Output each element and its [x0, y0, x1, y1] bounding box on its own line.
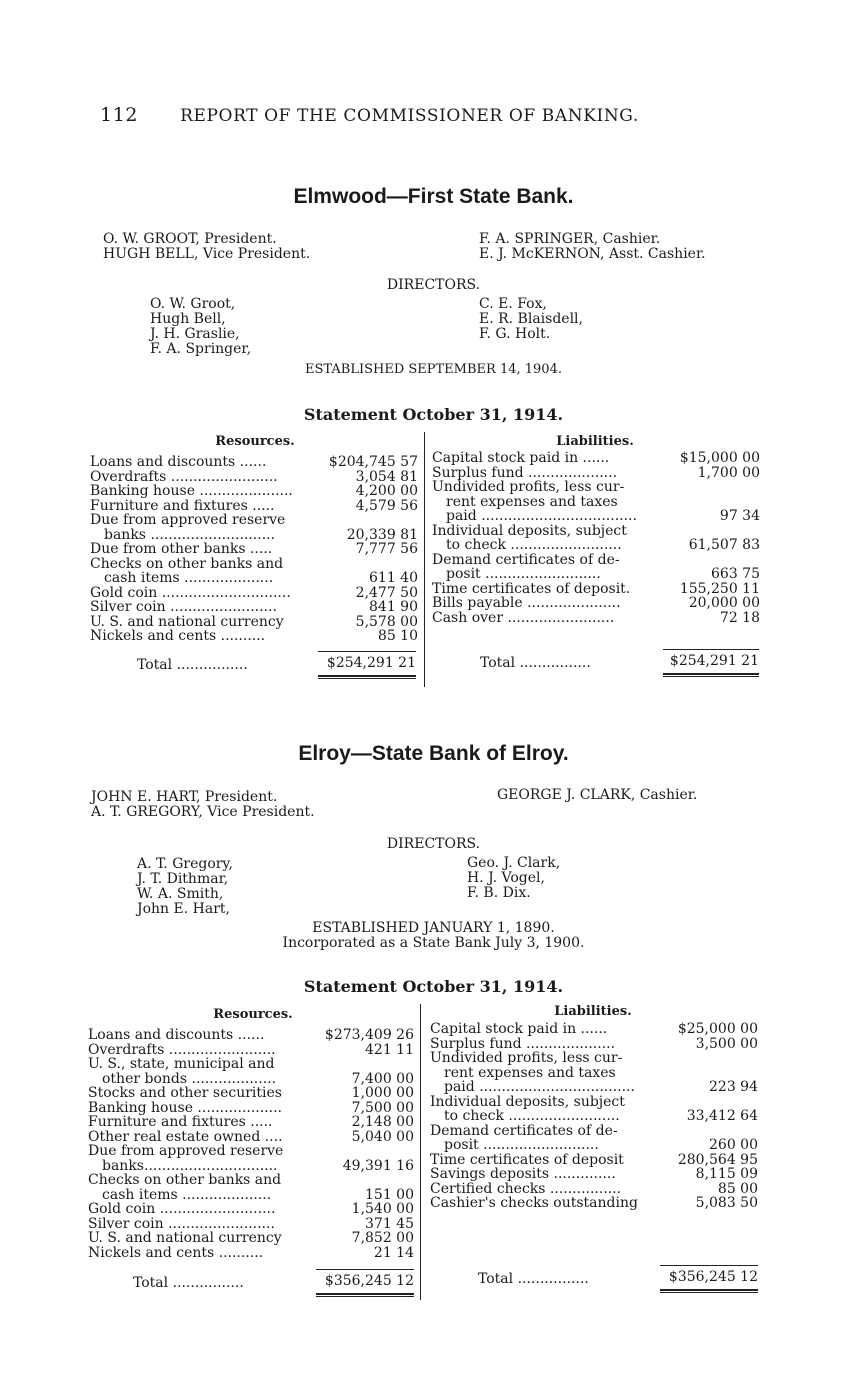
- director: F. G. Holt.: [479, 326, 551, 342]
- ledger-label: Due from approved reserve: [88, 1144, 284, 1159]
- ledger-amount: 611 40: [369, 570, 418, 586]
- officer: F. A. SPRINGER, Cashier.: [479, 231, 661, 247]
- directors-right: [467, 856, 560, 901]
- ledger-row: [90, 528, 418, 543]
- ledger-amount: 5,040 00: [351, 1128, 414, 1145]
- ledger-amount: 7,400 00: [351, 1070, 414, 1087]
- ledger-row: [88, 1130, 414, 1145]
- ledger-row: [430, 1167, 758, 1182]
- double-rule: [660, 1289, 758, 1293]
- ledger-label: Overdrafts ........................: [88, 1042, 276, 1057]
- officer: HUGH BELL, Vice President.: [103, 246, 311, 262]
- ledger-label: Banking house ...................: [88, 1100, 282, 1115]
- ledger-label: rent expenses and taxes: [446, 494, 618, 509]
- ledger-label: Silver coin ........................: [88, 1216, 275, 1231]
- resources-list: [88, 1028, 414, 1260]
- total-resources: $254,291 21: [326, 655, 416, 671]
- ledger-label: to check .........................: [446, 538, 622, 553]
- director: A. T. Gregory,: [137, 856, 233, 872]
- ledger-row: [88, 1144, 414, 1159]
- statement-title: Statement October 31, 1914.: [303, 405, 564, 424]
- directors-left: [150, 297, 251, 357]
- officers-right: [497, 788, 697, 803]
- ledger-row: [430, 1138, 758, 1153]
- established-line: ESTABLISHED JANUARY 1, 1890.: [312, 920, 555, 936]
- ledger-row: [88, 1231, 414, 1246]
- ledger-label: Time certificates of deposit: [430, 1152, 624, 1167]
- director: F. B. Dix.: [467, 885, 531, 901]
- ledger-label: Nickels and cents ..........: [90, 629, 266, 644]
- ledger-row: [430, 1153, 758, 1168]
- bank-title: Elroy—State Bank of Elroy.: [298, 742, 569, 765]
- ledger-label: Individual deposits, subject: [430, 1094, 625, 1109]
- ledger-label: cash items ....................: [102, 1187, 272, 1202]
- ledger-amount: 97 34: [719, 508, 760, 524]
- ledger-amount: 663 75: [711, 566, 760, 582]
- sum-rule: [660, 1265, 758, 1266]
- ledger-row: [432, 524, 760, 539]
- total-liabilities: $254,291 21: [669, 653, 759, 669]
- ledger-label: Banking house .....................: [90, 484, 293, 499]
- ledger-row: [90, 586, 418, 601]
- officer: E. J. McKERNON, Asst. Cashier.: [479, 246, 706, 262]
- ledger-amount: 3,054 81: [355, 468, 418, 485]
- total-label: Total ................: [480, 655, 591, 671]
- ledger-row: [430, 1095, 758, 1110]
- ledger-label: Due from other banks .....: [90, 542, 273, 557]
- running-head-title: REPORT OF THE COMMISSIONER OF BANKING.: [180, 106, 639, 126]
- ledger-label: Bills payable .....................: [432, 596, 621, 611]
- ledger-row: [90, 615, 418, 630]
- ledger-amount: 841 90: [369, 599, 418, 615]
- ledger-row: [88, 1159, 414, 1174]
- ledger-row: [88, 1086, 414, 1101]
- ledger-row: [430, 1109, 758, 1124]
- resources-list: [90, 455, 418, 644]
- ledger-amount: 8,115 09: [695, 1166, 758, 1182]
- ledger-row: [432, 567, 760, 582]
- directors-heading: DIRECTORS.: [386, 836, 481, 852]
- total-label: Total ................: [137, 657, 248, 673]
- ledger-amount: 61,507 83: [688, 537, 760, 553]
- ledger-row: [432, 495, 760, 510]
- sum-rule: [663, 649, 759, 650]
- ledger-row: [432, 553, 760, 568]
- sum-rule: [316, 1269, 414, 1270]
- total-label: Total ................: [478, 1271, 589, 1287]
- ledger-label: Checks on other banks and: [88, 1173, 282, 1188]
- ledger-label: Capital stock paid in ......: [432, 451, 610, 466]
- established-line: ESTABLISHED SEPTEMBER 14, 1904.: [305, 362, 562, 377]
- ledger-amount: 1,700 00: [697, 464, 760, 481]
- total-resources: $356,245 12: [324, 1273, 414, 1289]
- ledger-label: rent expenses and taxes: [444, 1065, 616, 1080]
- ledger-amount: 4,200 00: [355, 483, 418, 499]
- director: John E. Hart,: [137, 901, 230, 917]
- ledger-row: [432, 466, 760, 481]
- ledger-label: Checks on other banks and: [90, 556, 284, 571]
- liabilities-list: [432, 451, 760, 625]
- ledger-label: to check .........................: [444, 1109, 620, 1124]
- double-rule: [663, 673, 759, 677]
- ledger-label: Silver coin ........................: [90, 600, 277, 615]
- director: Hugh Bell,: [150, 311, 226, 327]
- ledger-row: [430, 1124, 758, 1139]
- resources-heading: Resources.: [213, 1007, 293, 1022]
- ledger-label: U. S. and national currency: [90, 614, 284, 629]
- ledger-amount: 2,148 00: [351, 1114, 414, 1130]
- officer: A. T. GREGORY, Vice President.: [91, 804, 315, 820]
- officer: GEORGE J. CLARK, Cashier.: [497, 787, 698, 803]
- ledger-amount: $15,000 00: [679, 450, 760, 466]
- director: F. A. Springer,: [150, 341, 252, 357]
- ledger-amount: 371 45: [365, 1215, 414, 1232]
- ledger-row: [90, 571, 418, 586]
- ledger-label: paid ...................................: [444, 1080, 635, 1095]
- ledger-label: U. S. and national currency: [88, 1231, 282, 1246]
- director: O. W. Groot,: [150, 296, 236, 312]
- ledger-amount: $204,745 57: [328, 454, 418, 470]
- ledger-amount: 85 00: [717, 1180, 758, 1197]
- ledger-label: Furniture and fixtures .....: [90, 498, 275, 513]
- director: W. A. Smith,: [137, 886, 224, 902]
- ledger-row: [88, 1202, 414, 1217]
- ledger-label: paid ...................................: [446, 509, 637, 524]
- ledger-amount: 5,578 00: [355, 613, 418, 630]
- ledger-label: banks..............................: [102, 1158, 278, 1173]
- ledger-row: [432, 596, 760, 611]
- ledger-amount: 155,250 11: [679, 580, 760, 597]
- ledger-label: Time certificates of deposit.: [432, 581, 631, 596]
- ledger-row: [432, 480, 760, 495]
- ledger-row: [88, 1188, 414, 1203]
- ledger-amount: 151 00: [365, 1186, 414, 1203]
- total-label: Total ................: [133, 1275, 244, 1291]
- directors-right: [479, 297, 583, 342]
- ledger-row: [88, 1028, 414, 1043]
- ledger-row: [432, 509, 760, 524]
- ledger-row: [432, 582, 760, 597]
- ledger-row: [90, 557, 418, 572]
- column-divider: [420, 1004, 421, 1300]
- ledger-label: Individual deposits, subject: [432, 523, 627, 538]
- liabilities-list: [430, 1022, 758, 1211]
- ledger-row: [90, 629, 418, 644]
- bank-title: Elmwood—First State Bank.: [293, 185, 574, 208]
- double-rule: [316, 1293, 414, 1297]
- ledger-amount: 85 10: [377, 628, 418, 644]
- ledger-row: [88, 1246, 414, 1261]
- ledger-label: posit ..........................: [444, 1138, 599, 1153]
- officer: JOHN E. HART, President.: [91, 789, 278, 805]
- ledger-row: [90, 499, 418, 514]
- ledger-label: Other real estate owned ....: [88, 1129, 283, 1144]
- running-head: [100, 104, 639, 126]
- officer: O. W. GROOT, President.: [103, 231, 277, 247]
- ledger-row: [432, 538, 760, 553]
- ledger-label: Undivided profits, less cur-: [430, 1051, 623, 1066]
- ledger-amount: 260 00: [709, 1137, 758, 1153]
- liabilities-heading: Liabilities.: [556, 434, 634, 449]
- ledger-row: [432, 611, 760, 626]
- ledger-row: [88, 1101, 414, 1116]
- ledger-amount: 7,777 56: [355, 541, 418, 557]
- ledger-row: [430, 1037, 758, 1052]
- officers-right: [479, 232, 706, 262]
- ledger-row: [88, 1072, 414, 1087]
- ledger-row: [430, 1022, 758, 1037]
- ledger-row: [90, 513, 418, 528]
- ledger-label: Furniture and fixtures .....: [88, 1115, 273, 1130]
- ledger-label: Loans and discounts ......: [90, 455, 267, 470]
- ledger-label: Capital stock paid in ......: [430, 1022, 608, 1037]
- ledger-amount: 7,852 00: [351, 1230, 414, 1246]
- ledger-label: Cashier's checks outstanding: [430, 1196, 638, 1211]
- ledger-amount: 49,391 16: [342, 1157, 414, 1174]
- director: J. T. Dithmar,: [137, 871, 229, 887]
- ledger-amount: 20,339 81: [346, 526, 418, 543]
- ledger-row: [90, 470, 418, 485]
- ledger-amount: 7,500 00: [351, 1099, 414, 1116]
- ledger-amount: $273,409 26: [324, 1027, 414, 1043]
- ledger-label: Nickels and cents ..........: [88, 1245, 264, 1260]
- ledger-row: [432, 451, 760, 466]
- ledger-row: [88, 1217, 414, 1232]
- ledger-label: Certified checks ................: [430, 1181, 622, 1196]
- director: Geo. J. Clark,: [467, 855, 561, 871]
- director: J. H. Graslie,: [150, 326, 240, 342]
- ledger-amount: 2,477 50: [355, 584, 418, 601]
- page-number: 112: [100, 104, 139, 126]
- ledger-amount: 33,412 64: [686, 1108, 758, 1124]
- ledger-amount: 1,540 00: [351, 1201, 414, 1217]
- ledger-label: Surplus fund ....................: [432, 465, 618, 480]
- ledger-label: Loans and discounts ......: [88, 1028, 265, 1043]
- ledger-label: Savings deposits ..............: [430, 1167, 616, 1182]
- ledger-label: Overdrafts ........................: [90, 469, 278, 484]
- ledger-row: [430, 1182, 758, 1197]
- ledger-row: [90, 484, 418, 499]
- ledger-row: [88, 1115, 414, 1130]
- ledger-amount: 20,000 00: [688, 595, 760, 611]
- double-rule: [318, 675, 416, 679]
- ledger-row: [88, 1057, 414, 1072]
- ledger-row: [88, 1043, 414, 1058]
- ledger-label: Demand certificates of de-: [430, 1123, 618, 1138]
- ledger-amount: 4,579 56: [355, 497, 418, 514]
- liabilities-heading: Liabilities.: [554, 1004, 632, 1019]
- incorporated-line: Incorporated as a State Bank July 3, 1900.: [282, 935, 585, 951]
- ledger-amount: $25,000 00: [677, 1021, 758, 1037]
- ledger-row: [90, 455, 418, 470]
- ledger-amount: 1,000 00: [351, 1085, 414, 1101]
- ledger-amount: 72 18: [719, 609, 760, 626]
- ledger-row: [430, 1080, 758, 1095]
- resources-heading: Resources.: [215, 434, 295, 449]
- ledger-amount: 421 11: [365, 1041, 414, 1058]
- ledger-row: [88, 1173, 414, 1188]
- director: C. E. Fox,: [479, 296, 547, 312]
- ledger-label: Stocks and other securities: [88, 1086, 282, 1101]
- ledger-label: Gold coin ..........................: [88, 1202, 276, 1217]
- ledger-amount: 280,564 95: [677, 1151, 758, 1168]
- ledger-amount: 5,083 50: [695, 1195, 758, 1211]
- ledger-label: banks ............................: [104, 527, 276, 542]
- officers-left: [103, 232, 310, 262]
- ledger-row: [90, 600, 418, 615]
- ledger-label: U. S., state, municipal and: [88, 1057, 275, 1072]
- ledger-label: posit ..........................: [446, 567, 601, 582]
- ledger-label: Demand certificates of de-: [432, 552, 620, 567]
- ledger-row: [90, 542, 418, 557]
- officers-left: [91, 790, 315, 820]
- ledger-row: [430, 1066, 758, 1081]
- ledger-label: other bonds ...................: [102, 1071, 277, 1086]
- ledger-row: [430, 1051, 758, 1066]
- ledger-label: Gold coin .............................: [90, 585, 291, 600]
- column-divider: [424, 432, 425, 687]
- directors-left: [137, 857, 233, 917]
- total-liabilities: $356,245 12: [668, 1269, 758, 1285]
- ledger-amount: 21 14: [373, 1244, 414, 1261]
- director: H. J. Vogel,: [467, 870, 545, 886]
- statement-title: Statement October 31, 1914.: [303, 977, 564, 996]
- director: E. R. Blaisdell,: [479, 311, 583, 327]
- ledger-row: [430, 1196, 758, 1211]
- ledger-label: cash items ....................: [104, 571, 274, 586]
- sum-rule: [318, 651, 416, 652]
- ledger-label: Undivided profits, less cur-: [432, 480, 625, 495]
- directors-heading: DIRECTORS.: [386, 277, 481, 293]
- ledger-label: Due from approved reserve: [90, 513, 286, 528]
- ledger-label: Cash over ........................: [432, 610, 615, 625]
- ledger-amount: 3,500 00: [695, 1035, 758, 1052]
- ledger-amount: 223 94: [709, 1079, 758, 1095]
- ledger-label: Surplus fund ....................: [430, 1036, 616, 1051]
